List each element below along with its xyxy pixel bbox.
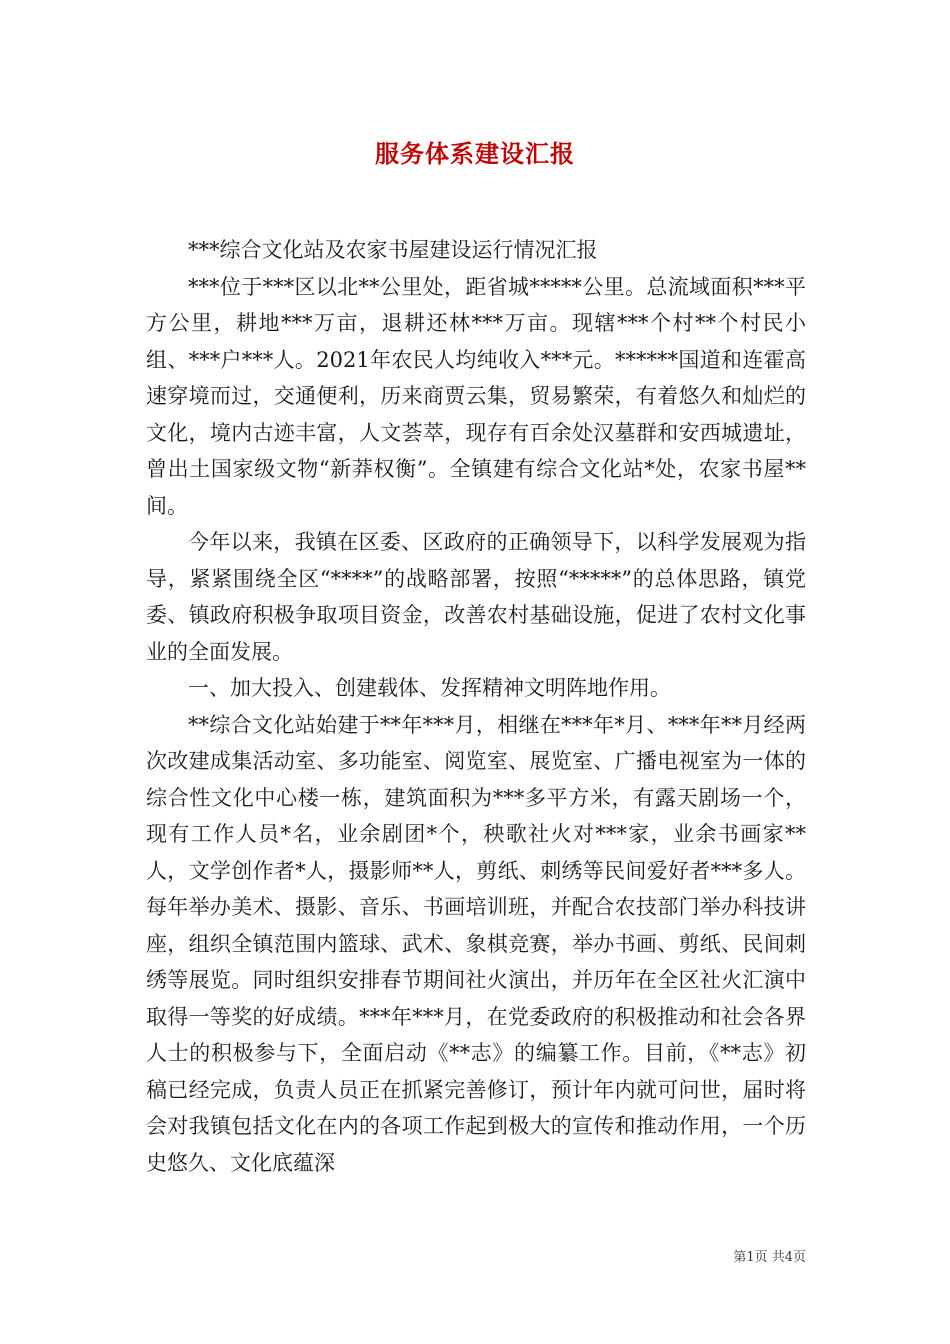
document-body [146, 232, 806, 1181]
document-title: 服务体系建设汇报 [375, 139, 575, 168]
report-subtitle: ***综合文化站及农家书屋建设运行情况汇报 [188, 238, 598, 262]
paragraph-overview: ***位于***区以北**公里处，距省城*****公里。总流域面积***平方公里，耕地***万亩，退耕还林***万亩。现辖***个村**个村民小组、***户***人。2021年农民人均纯收入***元。******国道和连霍高速穿境而过，交通便利，历来商贾云集，贸易繁荣，有着悠久和灿烂的文化，境内古迹丰富，人文荟萃，现存有百余处汉墓群和安西城遗址，曾出土国家级文物“新莽权衡”。全镇建有综合文化站*处，农家书屋**间。 [146, 274, 806, 518]
paragraph-development: 今年以来，我镇在区委、区政府的正确领导下，以科学发展观为指导，紧紧围绕全区“****”的战略部署，按照“*****”的总体思路，镇党委、镇政府积极争取项目资金，改善农村基础设施，促进了农村文化事业的全面发展。 [146, 530, 806, 664]
page-number: 第1页 共4页 [733, 1250, 806, 1265]
paragraph-cultural-station: **综合文化站始建于**年***月，相继在***年*月、***年**月经两次改建成集活动室、多功能室、阅览室、展览室、广播电视室为一体的综合性文化中心楼一栋，建筑面积为***多平方米，有露天剧场一个，现有工作人员*名，业余剧团*个，秧歌社火对***家，业余书画家**人，文学创作者*人，摄影师**人，剪纸、刺绣等民间爱好者***多人。每年举办美术、摄影、音乐、书画培训班，并配合农技部门举办科技讲座，组织全镇范围内篮球、武术、象棋竞赛，举办书画、剪纸、民间刺绣等展览。同时组织安排春节期间社火演出，并历年在全区社火汇演中取得一等奖的好成绩。***年***月，在党委政府的积极推动和社会各界人士的积极参与下，全面启动《**志》的编纂工作。目前，《**志》初稿已经完成，负责人员正在抓紧完善修订，预计年内就可问世，届时将会对我镇包括文化在内的各项工作起到极大的宣传和推动作用，一个历史悠久、文化底蕴深 [146, 712, 806, 1175]
section-heading-one: 一、加大投入、创建载体、发挥精神文明阵地作用。 [188, 676, 671, 700]
